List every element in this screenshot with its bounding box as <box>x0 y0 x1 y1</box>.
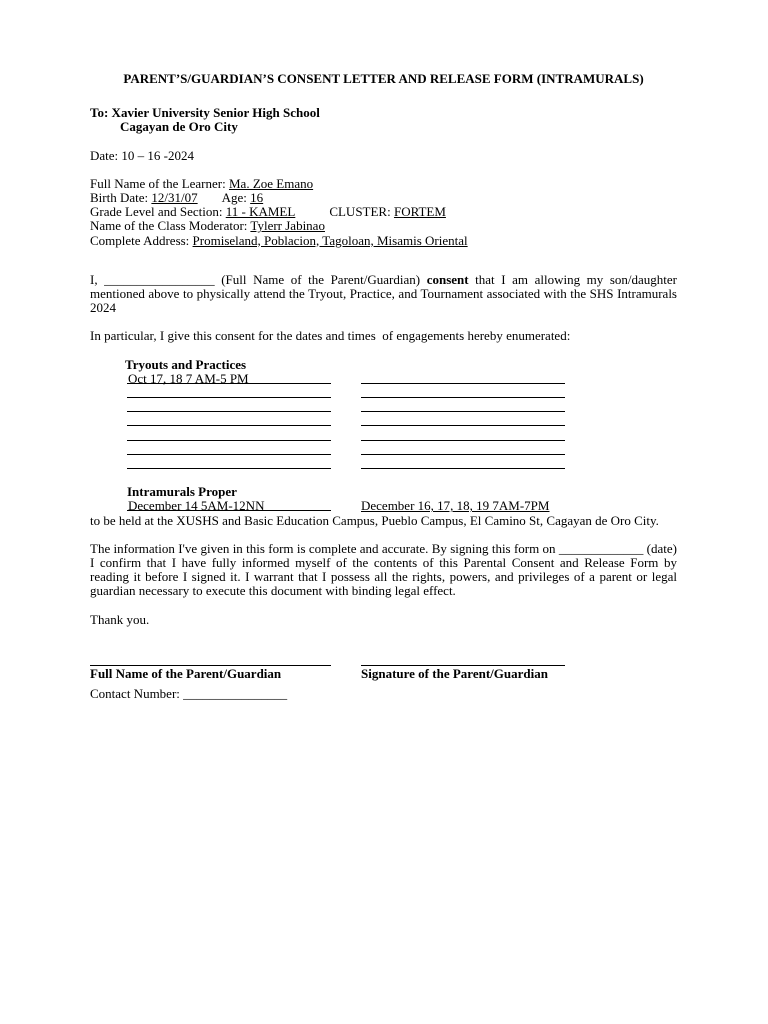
learner-name-row <box>90 177 677 191</box>
tryout-blank[interactable] <box>127 372 331 384</box>
tryout-blank[interactable] <box>361 443 565 455</box>
address-row <box>90 234 677 248</box>
tryout-entry: Oct 17, 18 7 AM-5 PM <box>128 370 249 386</box>
tryout-blank[interactable] <box>127 429 331 441</box>
particular-statement: In particular, I give this consent for the dates and times of engagements hereby enumerated: <box>90 328 571 344</box>
consent-keyword: consent <box>426 271 469 287</box>
moderator-row <box>90 219 677 233</box>
age-label: Age: <box>221 190 251 206</box>
contact-number: Contact Number: ________________ <box>90 685 288 701</box>
parent-signature-label: Signature of the Parent/Guardian <box>361 665 548 681</box>
intramurals-blank[interactable] <box>127 498 331 514</box>
form-title: PARENT’S/GUARDIAN’S CONSENT LETTER AND RELEASE FORM (INTRAMURALS) <box>123 71 644 86</box>
tryout-blank[interactable] <box>361 414 565 426</box>
tryout-blank[interactable] <box>361 386 565 398</box>
cluster-value: FORTEM <box>393 204 446 220</box>
addressee-line-1: To: Xavier University Senior High School <box>90 105 320 121</box>
addressee-line-2: Cagayan de Oro City <box>120 119 238 135</box>
tryout-blank[interactable] <box>361 457 565 469</box>
signature-block <box>90 651 677 681</box>
age-value: 16 <box>250 190 264 206</box>
certification-paragraph: The information I've given in this form is complete and accurate. By signing this form on _____________ (date) I confirm that I have fully informed myself of the contents of this Parental Consent and Release Form by reading it before I signed it. I warrant that I possess all the rights, powers, and privileges of a parent or legal guardian necessary to execute this document with binding legal effect. <box>90 540 677 599</box>
thank-you: Thank you. <box>90 611 150 627</box>
tryout-blank[interactable] <box>127 386 331 398</box>
tryout-blank[interactable] <box>127 443 331 455</box>
consent-rest: that I am allowing my son/daughter mentioned above to physically attend the Tryout, Practice, and Tournament associated with the SHS Intramurals 2024 <box>90 271 678 316</box>
consent-paragraph <box>90 273 677 316</box>
form-date: Date: 10 – 16 -2024 <box>90 147 194 163</box>
tryout-blank[interactable] <box>127 400 331 412</box>
parent-signature-line[interactable] <box>361 651 565 666</box>
moderator-value: Tylerr Jabinao <box>250 218 325 234</box>
tryout-blank[interactable] <box>361 372 565 384</box>
venue-text: to be held at the XUSHS and Basic Education Campus, Pueblo Campus, El Camino St, Cagayan de Oro City. <box>90 512 659 528</box>
parent-name-line[interactable] <box>90 651 331 666</box>
consent-intro: I, _________________ (Full Name of the Parent/Guardian) <box>90 271 427 287</box>
birth-age-row <box>90 191 677 205</box>
grade-label: Grade Level and Section: <box>90 204 226 220</box>
intramurals-schedule <box>90 499 677 513</box>
cluster-label: CLUSTER: <box>329 204 394 220</box>
address-value: Promiseland, Poblacion, Tagoloan, Misamis Oriental <box>192 232 468 248</box>
learner-name-label: Full Name of the Learner: <box>90 175 229 191</box>
tryout-blank[interactable] <box>361 429 565 441</box>
intramurals-entry-1: December 14 5AM-12NN <box>128 498 265 514</box>
tryout-blank[interactable] <box>127 414 331 426</box>
address-label: Complete Address: <box>90 232 193 248</box>
intramurals-heading: Intramurals Proper <box>127 484 237 500</box>
intramurals-entry-2: December 16, 17, 18, 19 7AM-7PM <box>361 498 550 514</box>
consent-form <box>90 72 677 701</box>
moderator-label: Name of the Class Moderator: <box>90 218 251 234</box>
tryout-blank[interactable] <box>361 400 565 412</box>
tryouts-schedule <box>90 372 677 471</box>
grade-cluster-row <box>90 205 677 219</box>
birth-date-value: 12/31/07 <box>151 190 198 206</box>
tryout-blank[interactable] <box>127 457 331 469</box>
birth-date-label: Birth Date: <box>90 190 152 206</box>
tryouts-heading: Tryouts and Practices <box>125 356 247 372</box>
learner-name-value: Ma. Zoe Emano <box>228 175 314 191</box>
grade-value: 11 - KAMEL <box>225 204 296 220</box>
parent-name-label: Full Name of the Parent/Guardian <box>90 665 282 681</box>
